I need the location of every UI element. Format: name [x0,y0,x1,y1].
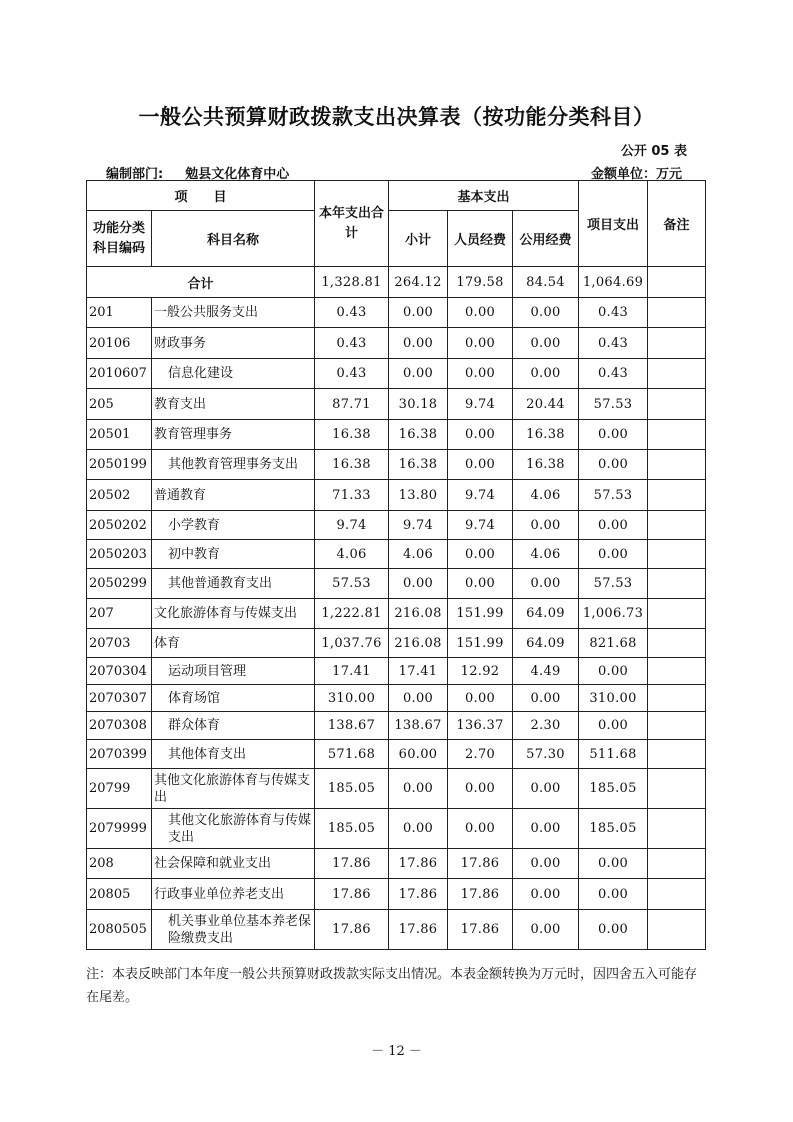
subtotal-cell: 60.00 [389,740,448,769]
project-cell: 185.05 [579,809,648,849]
subtotal-cell: 17.86 [389,849,448,879]
project-cell: 0.00 [579,849,648,879]
subtotal-cell: 9.74 [389,511,448,540]
project-cell: 0.00 [579,450,648,480]
remark-cell [648,569,706,599]
name-cell: 初中教育 [152,540,315,569]
project-cell: 0.00 [579,511,648,540]
personnel-cell: 9.74 [448,480,513,511]
table-row [87,420,706,450]
code-cell: 2070304 [87,658,152,685]
personnel-cell: 0.00 [448,420,513,450]
remark-cell [648,910,706,950]
table-row [87,849,706,879]
code-cell: 2050202 [87,511,152,540]
remark-cell [648,298,706,328]
total-cell: 87.71 [315,389,389,420]
total-cell: 1,037.76 [315,629,389,658]
table-row [87,740,706,769]
code-cell: 208 [87,849,152,879]
total-cell: 0.43 [315,359,389,389]
table-row [87,359,706,389]
subtotal-cell: 216.08 [389,629,448,658]
table-row [87,658,706,685]
subtotal-cell: 4.06 [389,540,448,569]
remark-cell [648,480,706,511]
code-cell: 2010607 [87,359,152,389]
code-cell: 20106 [87,328,152,359]
personnel-cell: 151.99 [448,599,513,629]
remark-cell [648,629,706,658]
public-cell: 16.38 [513,420,579,450]
table-row [87,540,706,569]
subtotal-cell: 13.80 [389,480,448,511]
personnel-cell: 9.74 [448,389,513,420]
code-cell: 20502 [87,480,152,511]
subtotal-cell: 0.00 [389,769,448,809]
remark-cell [648,420,706,450]
total-cell: 1,328.81 [315,267,389,298]
project-cell: 0.00 [579,658,648,685]
table-row [87,879,706,910]
public-cell: 0.00 [513,809,579,849]
name-cell: 行政事业单位养老支出 [152,879,315,910]
total-cell: 1,222.81 [315,599,389,629]
name-cell: 普通教育 [152,480,315,511]
personnel-cell: 0.00 [448,450,513,480]
table-row [87,569,706,599]
remark-cell [648,685,706,712]
page-number: － 12 － [371,1044,422,1059]
header-total [315,181,389,267]
name-cell: 体育 [152,629,315,658]
subtotal-cell: 0.00 [389,298,448,328]
name-cell: 其他体育支出 [152,740,315,769]
name-cell: 体育场馆 [152,685,315,712]
subtotal-cell: 0.00 [389,359,448,389]
name-cell: 教育管理事务 [152,420,315,450]
public-cell: 4.06 [513,540,579,569]
code-cell: 20703 [87,629,152,658]
name-cell: 财政事务 [152,328,315,359]
project-cell: 821.68 [579,629,648,658]
dept-name: 勉县文化体育中心 [185,167,290,182]
table-row [87,389,706,420]
public-cell: 0.00 [513,910,579,950]
name-cell: 社会保障和就业支出 [152,849,315,879]
public-cell: 0.00 [513,685,579,712]
name-cell: 教育支出 [152,389,315,420]
total-cell: 17.86 [315,849,389,879]
form-number: 公开 05 表 [620,144,687,159]
remark-cell [648,712,706,740]
table-row [87,629,706,658]
public-cell: 0.00 [513,328,579,359]
public-cell: 0.00 [513,769,579,809]
public-cell: 57.30 [513,740,579,769]
personnel-cell: 17.86 [448,849,513,879]
code-cell: 20799 [87,769,152,809]
personnel-cell: 0.00 [448,685,513,712]
personnel-cell: 12.92 [448,658,513,685]
name-cell: 其他教育管理事务支出 [152,450,315,480]
subtotal-cell: 0.00 [389,809,448,849]
total-cell: 0.43 [315,298,389,328]
remark-cell [648,740,706,769]
code-cell: 2070399 [87,740,152,769]
header-basic: 基本支出 [389,181,579,211]
code-cell: 20805 [87,879,152,910]
total-cell: 17.41 [315,658,389,685]
public-cell: 84.54 [513,267,579,298]
subtotal-cell: 138.67 [389,712,448,740]
code-cell: 2050299 [87,569,152,599]
remark-cell [648,879,706,910]
header-remark: 备注 [648,181,706,267]
name-cell: 其他文化旅游体育与传媒支出 [152,809,315,849]
public-cell: 0.00 [513,849,579,879]
remark-cell [648,267,706,298]
header-subtotal: 小计 [389,211,448,267]
total-label: 合计 [87,267,315,298]
header-total-text: 本年支出合计 [319,205,385,241]
header-code [87,211,152,267]
footnote: 注：本表反映部门本年度一般公共预算财政拨款实际支出情况。本表金额转换为万元时，因四舍五入可能存在尾差。 [86,967,698,1005]
code-cell: 2070308 [87,712,152,740]
code-cell: 2080505 [87,910,152,950]
personnel-cell: 0.00 [448,540,513,569]
code-cell: 2050199 [87,450,152,480]
total-cell: 571.68 [315,740,389,769]
remark-cell [648,599,706,629]
public-cell: 4.06 [513,480,579,511]
subtotal-cell: 17.41 [389,658,448,685]
public-cell: 0.00 [513,879,579,910]
total-cell: 9.74 [315,511,389,540]
name-cell: 群众体育 [152,712,315,740]
name-cell: 机关事业单位基本养老保险缴费支出 [152,910,315,950]
personnel-cell: 0.00 [448,809,513,849]
table-row [87,685,706,712]
code-cell: 207 [87,599,152,629]
subtotal-cell: 30.18 [389,389,448,420]
table-row [87,450,706,480]
public-cell: 4.49 [513,658,579,685]
public-cell: 16.38 [513,450,579,480]
personnel-cell: 179.58 [448,267,513,298]
personnel-cell: 151.99 [448,629,513,658]
personnel-cell: 2.70 [448,740,513,769]
total-cell: 138.67 [315,712,389,740]
public-cell: 0.00 [513,511,579,540]
project-cell: 0.00 [579,420,648,450]
project-cell: 57.53 [579,569,648,599]
public-cell: 20.44 [513,389,579,420]
name-cell: 信息化建设 [152,359,315,389]
table-row [87,910,706,950]
project-cell: 0.00 [579,879,648,910]
project-cell: 0.00 [579,712,648,740]
project-cell: 0.43 [579,328,648,359]
subtotal-cell: 0.00 [389,328,448,359]
name-cell: 一般公共服务支出 [152,298,315,328]
personnel-cell: 0.00 [448,298,513,328]
code-cell: 2079999 [87,809,152,849]
code-cell: 201 [87,298,152,328]
subtotal-cell: 16.38 [389,420,448,450]
total-cell: 185.05 [315,769,389,809]
table-row [87,769,706,809]
remark-cell [648,389,706,420]
name-cell: 其他普通教育支出 [152,569,315,599]
dept-label: 编制部门: [106,167,164,182]
header-name: 科目名称 [152,211,315,267]
code-cell: 2050203 [87,540,152,569]
subtotal-cell: 17.86 [389,879,448,910]
total-cell: 17.86 [315,879,389,910]
project-cell: 511.68 [579,740,648,769]
table-row [87,599,706,629]
subtotal-cell: 0.00 [389,569,448,599]
personnel-cell: 136.37 [448,712,513,740]
remark-cell [648,359,706,389]
total-cell: 71.33 [315,480,389,511]
public-cell: 2.30 [513,712,579,740]
remark-cell [648,849,706,879]
personnel-cell: 0.00 [448,569,513,599]
unit-label: 金额单位：万元 [590,167,682,182]
total-cell: 310.00 [315,685,389,712]
subtotal-cell: 16.38 [389,450,448,480]
table-row [87,298,706,328]
remark-cell [648,328,706,359]
table-row [87,511,706,540]
personnel-cell: 0.00 [448,328,513,359]
project-cell: 0.43 [579,359,648,389]
project-cell: 310.00 [579,685,648,712]
name-cell: 小学教育 [152,511,315,540]
subtotal-cell: 264.12 [389,267,448,298]
project-cell: 1,006.73 [579,599,648,629]
project-cell: 57.53 [579,389,648,420]
personnel-cell: 0.00 [448,359,513,389]
total-cell: 185.05 [315,809,389,849]
personnel-cell: 0.00 [448,769,513,809]
personnel-cell: 17.86 [448,879,513,910]
header-project: 项目支出 [579,181,648,267]
total-cell: 16.38 [315,450,389,480]
public-cell: 0.00 [513,298,579,328]
name-cell: 文化旅游体育与传媒支出 [152,599,315,629]
header-personnel: 人员经费 [448,211,513,267]
public-cell: 0.00 [513,569,579,599]
project-cell: 185.05 [579,769,648,809]
project-cell: 0.00 [579,910,648,950]
personnel-cell: 17.86 [448,910,513,950]
public-cell: 0.00 [513,359,579,389]
remark-cell [648,809,706,849]
total-cell: 4.06 [315,540,389,569]
project-cell: 0.43 [579,298,648,328]
name-cell: 其他文化旅游体育与传媒支出 [152,769,315,809]
subtotal-cell: 216.08 [389,599,448,629]
remark-cell [648,540,706,569]
code-cell: 2070307 [87,685,152,712]
total-cell: 16.38 [315,420,389,450]
public-cell: 64.09 [513,629,579,658]
remark-cell [648,769,706,809]
name-cell: 运动项目管理 [152,658,315,685]
total-cell: 57.53 [315,569,389,599]
project-cell: 57.53 [579,480,648,511]
public-cell: 64.09 [513,599,579,629]
project-cell: 1,064.69 [579,267,648,298]
project-cell: 0.00 [579,540,648,569]
table-row [87,480,706,511]
header-item: 项 目 [87,181,315,211]
code-cell: 205 [87,389,152,420]
total-cell: 17.86 [315,910,389,950]
remark-cell [648,450,706,480]
expenditure-table [86,180,706,950]
code-cell: 20501 [87,420,152,450]
total-row [87,267,706,298]
table-row [87,712,706,740]
table-row [87,328,706,359]
remark-cell [648,658,706,685]
table-row [87,809,706,849]
remark-cell [648,511,706,540]
header-public: 公用经费 [513,211,579,267]
total-cell: 0.43 [315,328,389,359]
page-title: 一般公共预算财政拨款支出决算表（按功能分类科目） [138,105,655,129]
subtotal-cell: 17.86 [389,910,448,950]
header-code-text: 功能分类科目编码 [92,220,145,256]
personnel-cell: 9.74 [448,511,513,540]
subtotal-cell: 0.00 [389,685,448,712]
